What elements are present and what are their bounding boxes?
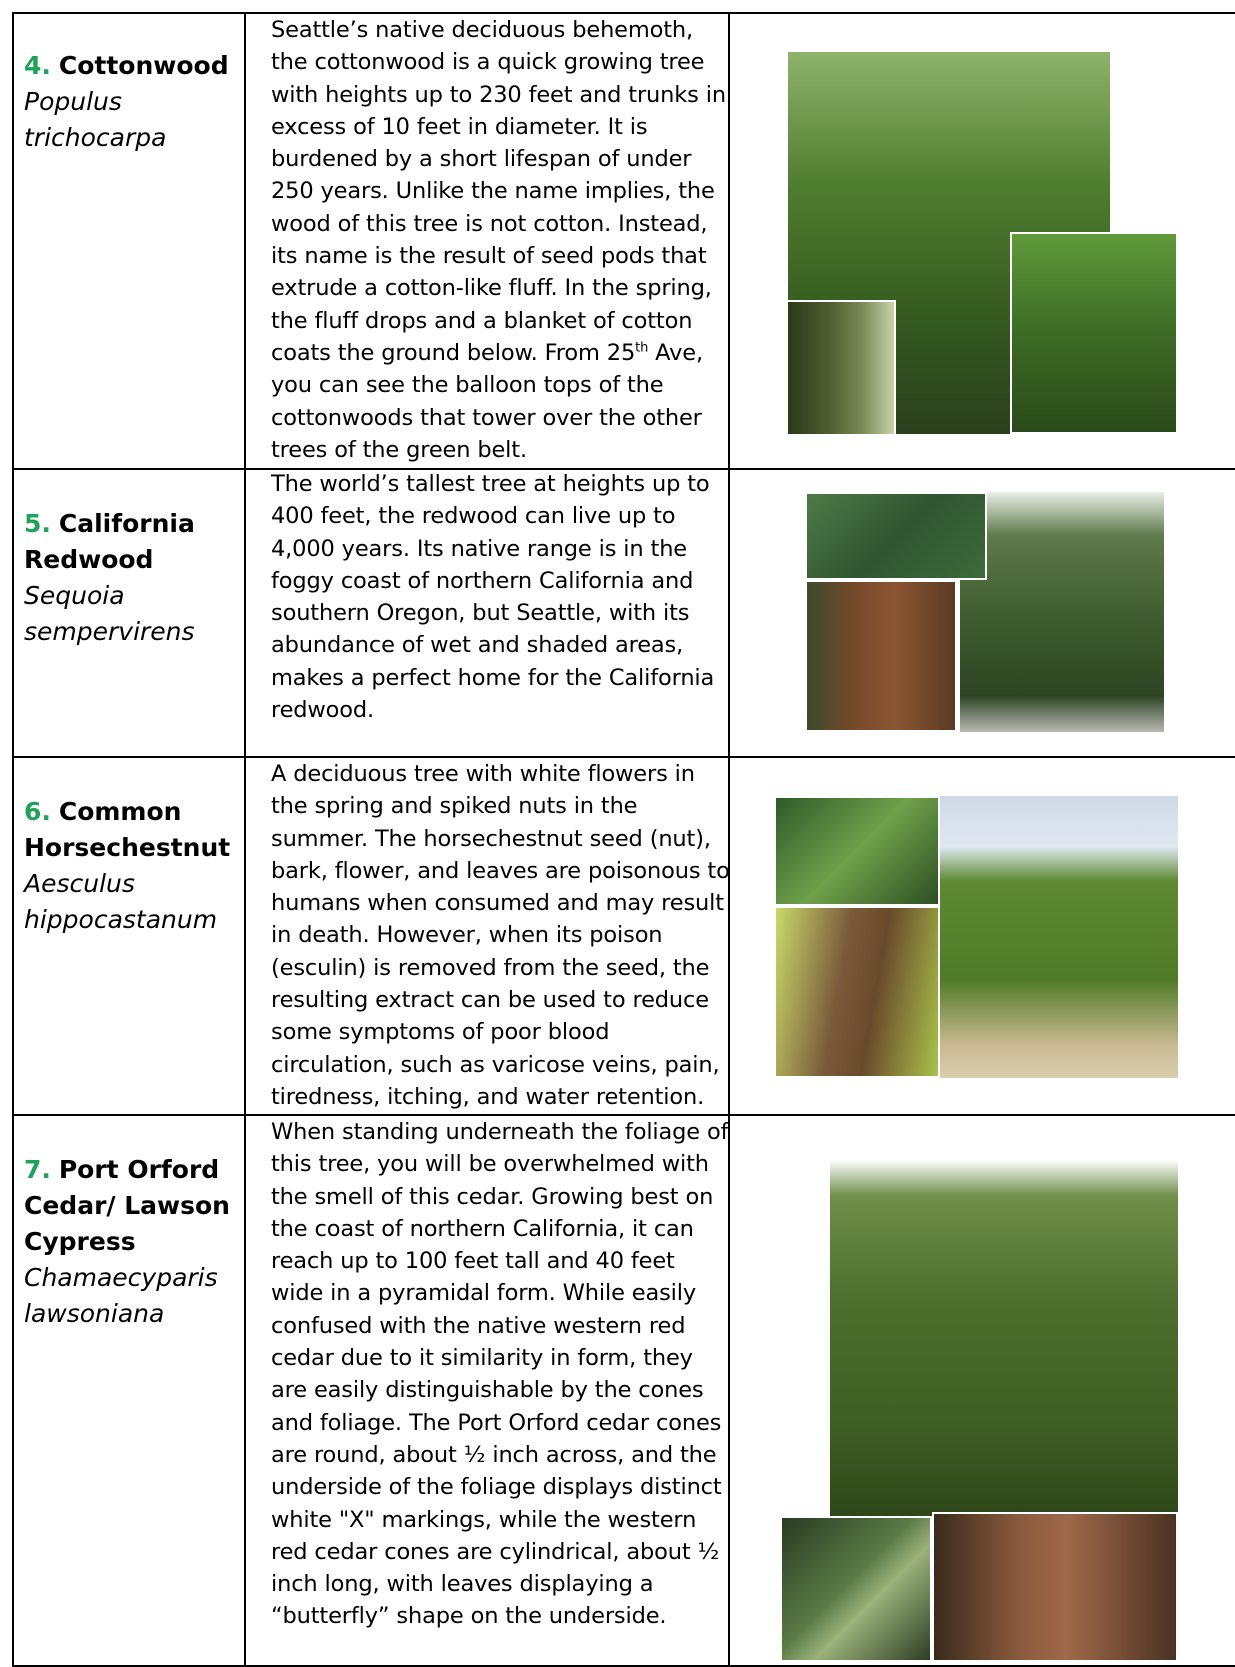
table-row [12,1114,1235,1667]
cedar-foliage-photo [780,1516,932,1662]
tree-name-cell [24,506,244,650]
scientific-name: Populus trichocarpa [24,87,167,152]
cedar-trunk-photo [932,1512,1178,1662]
scientific-name: Sequoia sempervirens [24,581,195,646]
common-name: Common Horsechestnut [24,797,231,862]
common-name: Cottonwood [58,51,229,80]
redwood-bark-photo [805,580,957,732]
tree-number: 7. [24,1155,51,1184]
tree-description: When standing underneath the foliage of this tree, you will be overwhelmed with the smell of this cedar. Growing best on the coast of northern California, it can reach up to 100 feet tall and 40 feet wide in a pyramidal form. While easily confused with the native western red cedar due to it similarity in form, they are easily distinguishable by the cones and foliage. The Port Orford cedar cones are round, about ½ inch across, and the underside of the foliage displays distinct white "X" markings, while the western red cedar cones are cylindrical, about ½ inch long, with leaves displaying a “butterfly” shape on the underside. [271,1119,729,1630]
tree-description: A deciduous tree with white flowers in the spring and spiked nuts in the summer. The horsechestnut seed (nut), bark, flower, and leaves are poisonous to humans when consumed and may result in death. However, when its poison (esculin) is removed from the seed, the resulting extract can be used to reduce some symptoms of poor blood circulation, such as varicose veins, pain, tiredness, itching, and water retention. [271,761,730,1110]
common-name: California Redwood [24,509,195,574]
horsechestnut-tree-photo [936,796,1178,1078]
table-row [12,756,1235,1114]
cottonwood-grove-photo [1010,232,1178,434]
tree-number: 5. [24,509,51,538]
table-row [12,468,1235,756]
redwood-foliage-photo [805,492,987,580]
redwood-tree-photo [960,492,1164,732]
cedar-tree-photo [830,1160,1178,1516]
scientific-name: Aesculus hippocastanum [24,869,218,934]
cottonwood-bark-photo [786,300,896,436]
scientific-name: Chamaecyparis lawsoniana [24,1263,218,1328]
tree-name-cell [24,1152,244,1332]
tree-description: Seattle’s native deciduous behemoth, the cottonwood is a quick growing tree with heights up to 230 feet and trunks in excess of 10 feet in diameter. It is burdened by a short lifespan of under 250 years. Unlike the name implies, the wood of this tree is not cotton. Instead, its name is the result of seed pods that extrude a cotton-like fluff. In the spring, the fluff drops and a blanket of cotton coats the ground below. From 25th Ave, you can see the balloon tops of the cottonwoods that tower over the other trees of the green belt. [271,17,726,463]
tree-description: The world’s tallest tree at heights up to 400 feet, the redwood can live up to 4,000 years. Its native range is in the foggy coast of northern California and southern Oregon, but Seattle, with its abundance of wet and shaded areas, makes a perfect home for the California redwood. [271,471,715,724]
tree-number: 6. [24,797,51,826]
common-name: Port Orford Cedar/ Lawson Cypress [24,1155,230,1256]
table-row [12,12,1235,468]
tree-number: 4. [24,51,51,80]
tree-name-cell [24,48,244,156]
horsechestnut-nuts-photo [774,796,940,906]
horsechestnut-bark-photo [774,906,940,1078]
tree-name-cell [24,794,244,938]
